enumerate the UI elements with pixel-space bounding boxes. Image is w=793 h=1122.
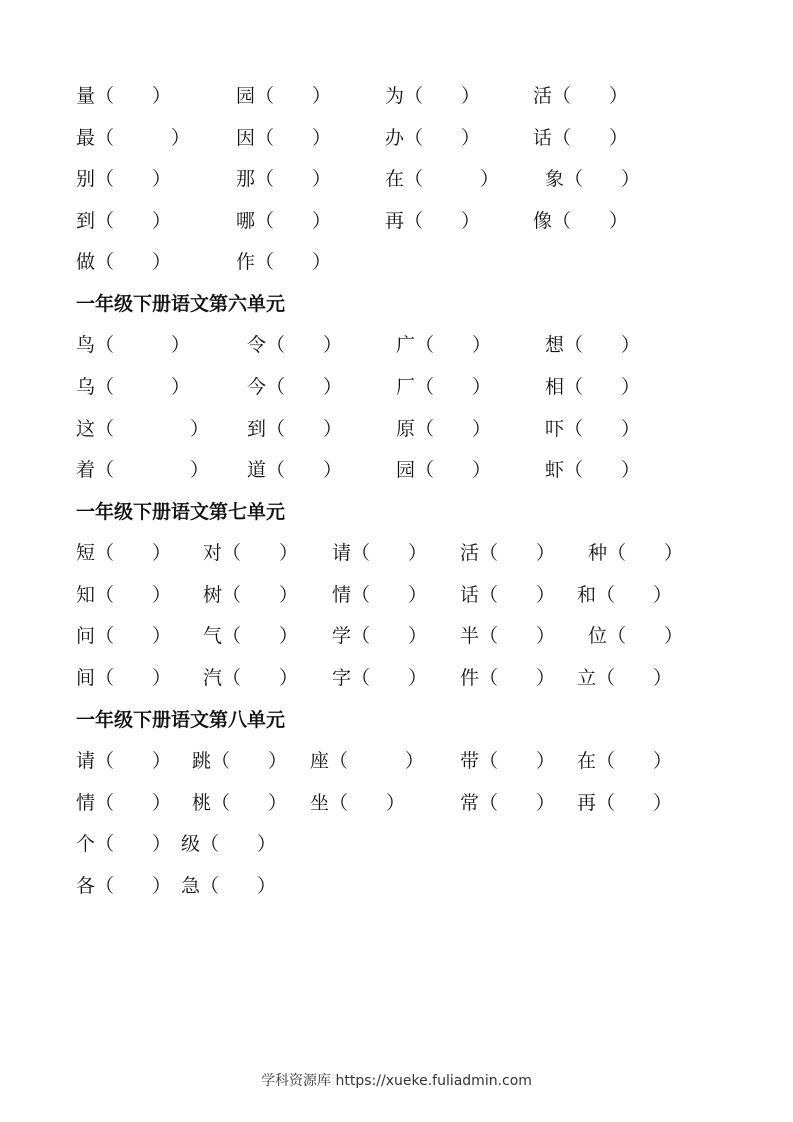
word-row <box>0 247 793 277</box>
word-blank: 种（ ） <box>588 542 684 564</box>
section-title: 一年级下册语文第六单元 <box>76 293 286 315</box>
word-row <box>0 164 793 194</box>
word-blank: 像（ ） <box>533 210 629 232</box>
word-blank: 座（ ） <box>310 750 425 772</box>
word-blank: 想（ ） <box>545 334 641 356</box>
word-blank: 这（ ） <box>76 418 210 440</box>
section-title: 一年级下册语文第七单元 <box>76 501 286 523</box>
word-blank: 件（ ） <box>460 667 556 689</box>
word-row <box>0 663 793 693</box>
word-blank: 着（ ） <box>76 459 210 481</box>
word-blank: 字（ ） <box>332 667 428 689</box>
word-blank: 厂（ ） <box>396 376 492 398</box>
word-blank: 坐（ ） <box>310 792 406 814</box>
word-blank: 常（ ） <box>460 792 556 814</box>
word-blank: 最（ ） <box>76 127 191 149</box>
word-blank: 园（ ） <box>396 459 492 481</box>
word-blank: 活（ ） <box>460 542 556 564</box>
word-blank: 请（ ） <box>76 750 172 772</box>
word-blank: 象（ ） <box>545 168 641 190</box>
word-row <box>0 538 793 568</box>
word-blank: 情（ ） <box>332 584 428 606</box>
word-blank: 到（ ） <box>76 210 172 232</box>
word-row <box>0 123 793 153</box>
word-row <box>0 871 793 901</box>
word-blank: 请（ ） <box>332 542 428 564</box>
word-blank: 个（ ） <box>76 833 172 855</box>
word-row <box>0 829 793 859</box>
word-blank: 做（ ） <box>76 251 172 273</box>
word-blank: 虾（ ） <box>545 459 641 481</box>
section-title: 一年级下册语文第八单元 <box>76 709 286 731</box>
word-row <box>0 788 793 818</box>
word-blank: 级（ ） <box>181 833 277 855</box>
word-blank: 到（ ） <box>247 418 343 440</box>
word-blank: 学（ ） <box>332 625 428 647</box>
word-blank: 跳（ ） <box>192 750 288 772</box>
word-blank: 汽（ ） <box>203 667 299 689</box>
word-blank: 量（ ） <box>76 85 172 107</box>
word-blank: 令（ ） <box>247 334 343 356</box>
word-blank: 相（ ） <box>545 376 641 398</box>
word-blank: 那（ ） <box>236 168 332 190</box>
word-row <box>0 580 793 610</box>
word-blank: 半（ ） <box>460 625 556 647</box>
word-blank: 和（ ） <box>577 584 673 606</box>
word-blank: 原（ ） <box>396 418 492 440</box>
word-blank: 在（ ） <box>385 168 500 190</box>
word-blank: 知（ ） <box>76 584 172 606</box>
word-row <box>0 206 793 236</box>
word-blank: 乌（ ） <box>76 376 191 398</box>
word-blank: 哪（ ） <box>236 210 332 232</box>
word-blank: 各（ ） <box>76 875 172 897</box>
word-blank: 活（ ） <box>533 85 629 107</box>
word-blank: 急（ ） <box>181 875 277 897</box>
word-blank: 作（ ） <box>236 251 332 273</box>
word-blank: 再（ ） <box>577 792 673 814</box>
word-blank: 广（ ） <box>396 334 492 356</box>
word-blank: 在（ ） <box>577 750 673 772</box>
word-blank: 别（ ） <box>76 168 172 190</box>
word-blank: 气（ ） <box>203 625 299 647</box>
word-row <box>0 81 793 111</box>
word-blank: 带（ ） <box>460 750 556 772</box>
word-row <box>0 372 793 402</box>
word-blank: 园（ ） <box>236 85 332 107</box>
footer-source: 学科资源库 https://xueke.fuliadmin.com <box>261 1073 532 1089</box>
word-row <box>0 746 793 776</box>
word-blank: 今（ ） <box>247 376 343 398</box>
word-blank: 再（ ） <box>385 210 481 232</box>
word-blank: 话（ ） <box>460 584 556 606</box>
word-blank: 问（ ） <box>76 625 172 647</box>
word-blank: 立（ ） <box>577 667 673 689</box>
word-blank: 办（ ） <box>385 127 481 149</box>
word-row <box>0 330 793 360</box>
word-blank: 桃（ ） <box>192 792 288 814</box>
word-blank: 吓（ ） <box>545 418 641 440</box>
word-row <box>0 455 793 485</box>
word-blank: 对（ ） <box>203 542 299 564</box>
word-blank: 情（ ） <box>76 792 172 814</box>
word-blank: 树（ ） <box>203 584 299 606</box>
word-row <box>0 414 793 444</box>
word-row <box>0 621 793 651</box>
word-blank: 话（ ） <box>533 127 629 149</box>
word-blank: 鸟（ ） <box>76 334 191 356</box>
word-blank: 间（ ） <box>76 667 172 689</box>
word-blank: 短（ ） <box>76 542 172 564</box>
word-blank: 因（ ） <box>236 127 332 149</box>
word-blank: 位（ ） <box>588 625 684 647</box>
word-blank: 道（ ） <box>247 459 343 481</box>
word-blank: 为（ ） <box>385 85 481 107</box>
